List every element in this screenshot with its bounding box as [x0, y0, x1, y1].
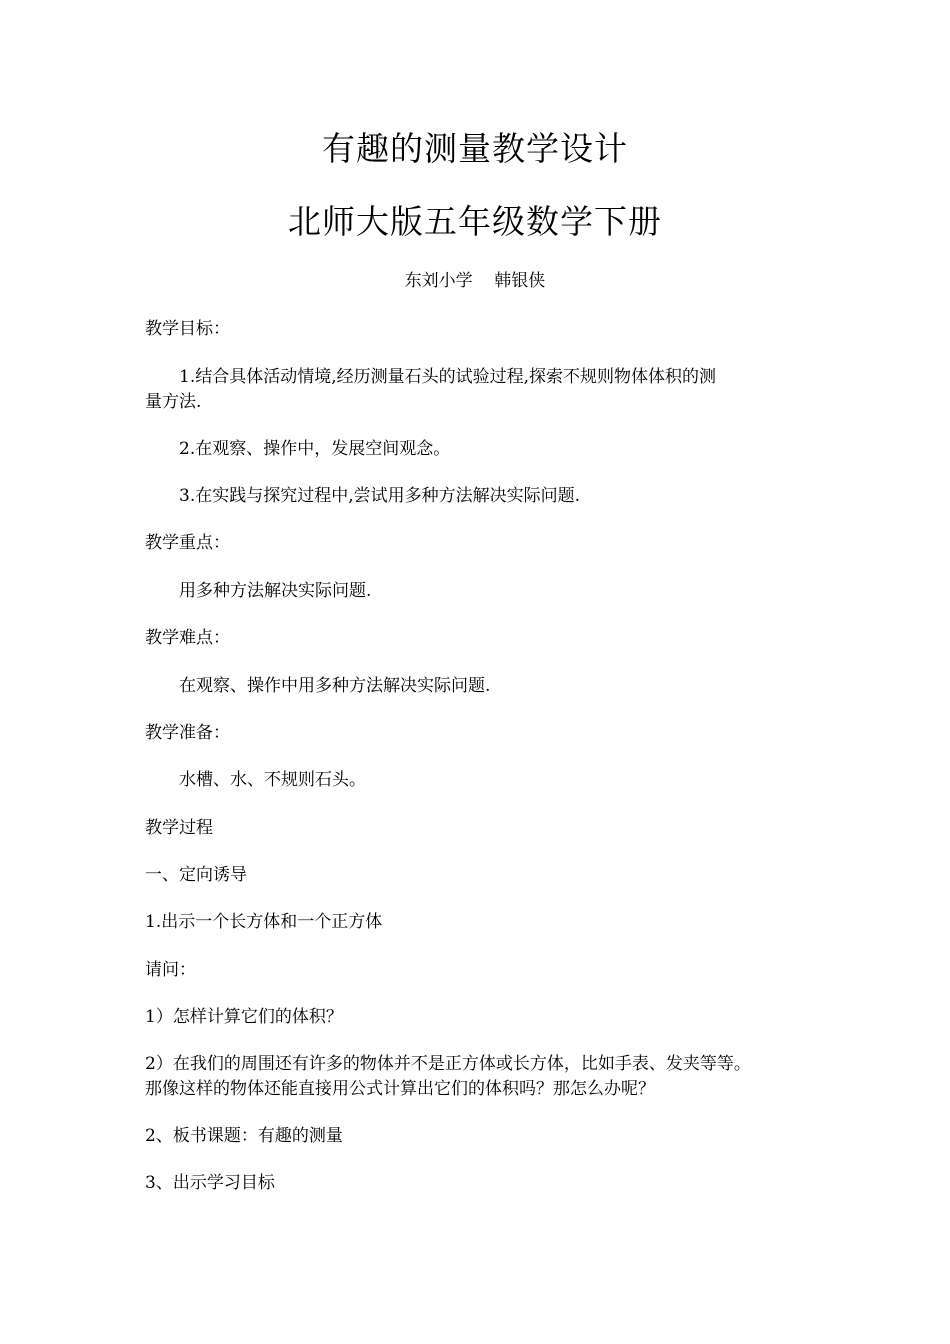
question-2-line2: 那像这样的物体还能直接用公式计算出它们的体积吗？那怎么办呢？	[145, 1079, 655, 1099]
author-line: 东刘小学 韩银侠	[404, 271, 546, 291]
document-subtitle: 北师大版五年级数学下册	[288, 202, 662, 241]
section-1-heading: 一、定向诱导	[145, 865, 247, 885]
ask-label: 请问：	[145, 960, 196, 980]
step-3: 3、出示学习目标	[145, 1173, 275, 1193]
preparation-heading: 教学准备：	[145, 723, 230, 743]
question-1: 1）怎样计算它们的体积？	[145, 1007, 343, 1027]
step-1: 1.出示一个长方体和一个正方体	[145, 912, 383, 932]
process-heading: 教学过程	[145, 818, 213, 838]
document-title: 有趣的测量教学设计	[322, 129, 628, 168]
step-2: 2、板书课题：有趣的测量	[145, 1126, 343, 1146]
key-points-heading: 教学重点：	[145, 533, 230, 553]
question-2-line1: 2）在我们的周围还有许多的物体并不是正方体或长方体，比如手表、发夹等等。	[145, 1054, 751, 1074]
preparation-text: 水槽、水、不规则石头。	[179, 770, 366, 790]
difficulties-heading: 教学难点：	[145, 628, 230, 648]
objective-1-line2: 量方法.	[145, 392, 202, 412]
objective-1-line1: 1.结合具体活动情境,经历测量石头的试验过程,探索不规则物体体积的测	[179, 367, 717, 387]
key-points-text: 用多种方法解决实际问题.	[179, 581, 372, 601]
objective-2: 2.在观察、操作中，发展空间观念。	[179, 439, 451, 459]
objectives-heading: 教学目标：	[145, 319, 230, 339]
difficulties-text: 在观察、操作中用多种方法解决实际问题.	[179, 676, 491, 696]
objective-3: 3.在实践与探究过程中,尝试用多种方法解决实际问题.	[179, 486, 581, 506]
